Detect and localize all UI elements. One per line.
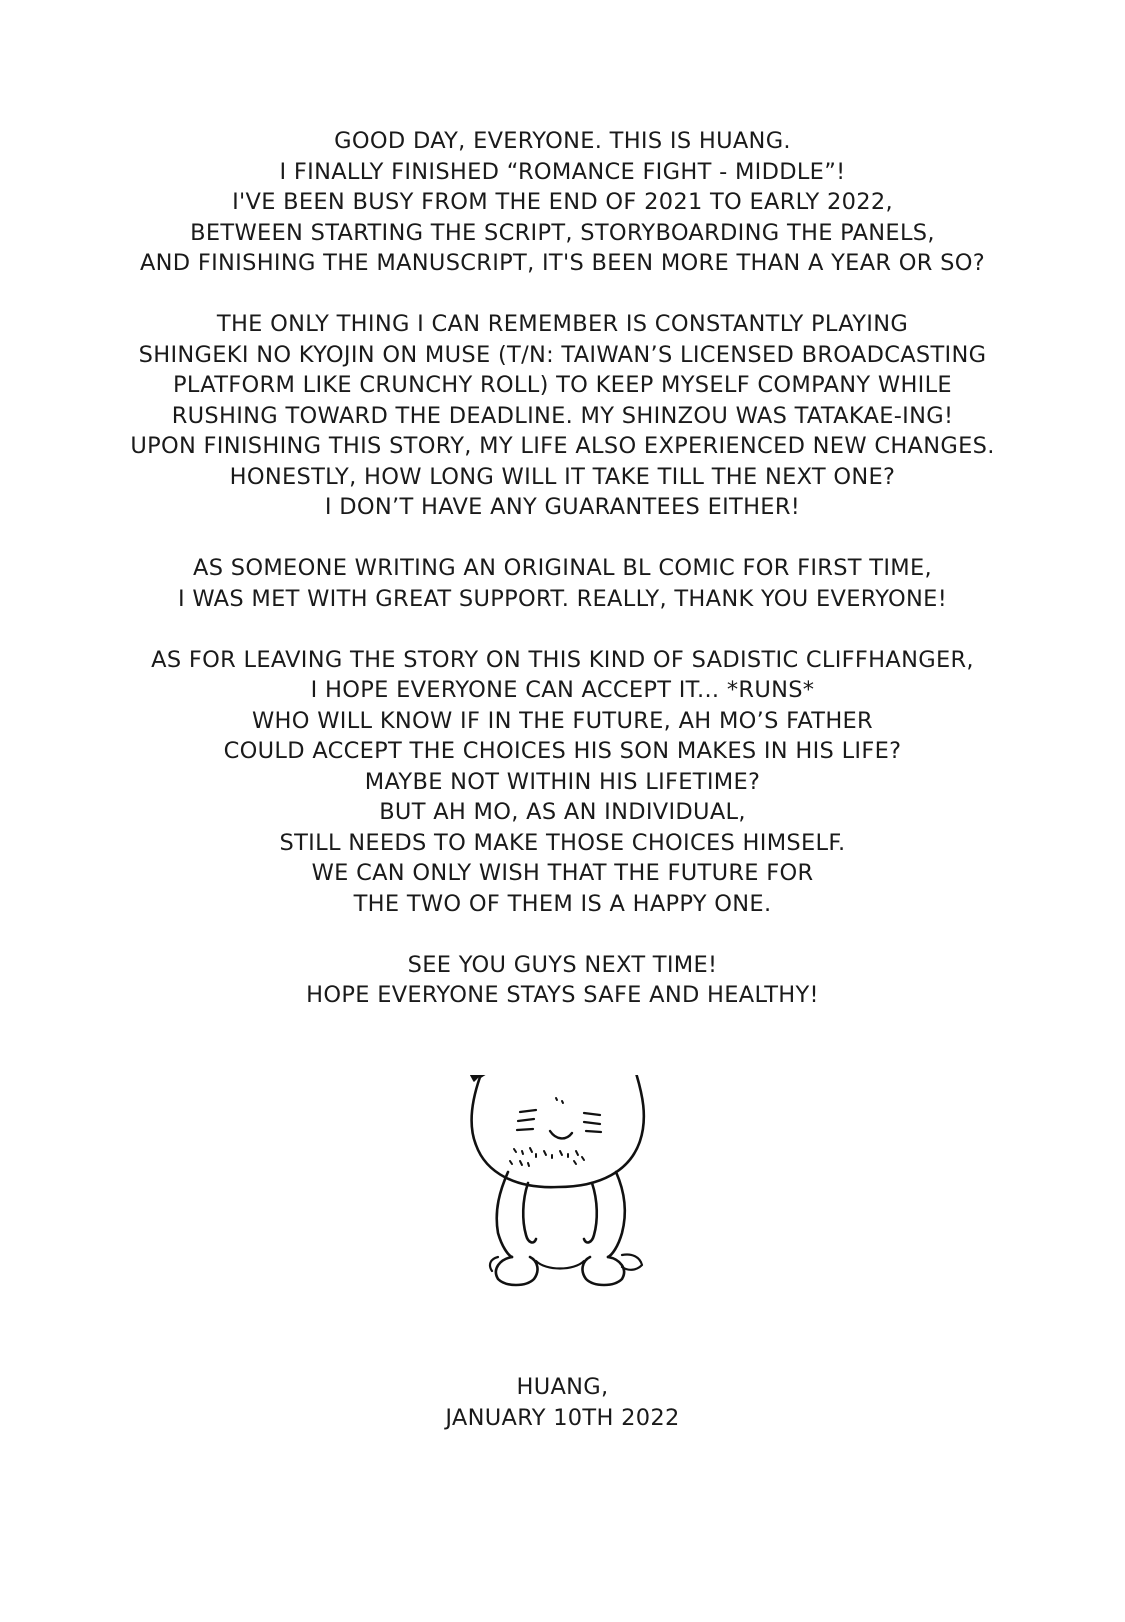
author-name: HUANG, [516,1374,609,1400]
paragraph-greeting [0,126,1125,279]
feet-middle [536,1261,584,1269]
beard-marks [510,1148,584,1166]
text-line: I HOPE EVERYONE CAN ACCEPT IT... *RUNS* [310,677,815,703]
foot-left [496,1257,538,1285]
text-line: AND FINISHING THE MANUSCRIPT, IT'S BEEN MORE THAN A YEAR OR SO? [139,250,986,276]
tail [622,1254,642,1269]
text-line: PLATFORM LIKE CRUNCHY ROLL) TO KEEP MYSELF COMPANY WHILE [173,372,952,398]
cat-mascot-icon [470,1075,690,1315]
text-line: MAYBE NOT WITHIN HIS LIFETIME? [364,768,761,795]
foot-right [583,1257,625,1285]
text-line: COULD ACCEPT THE CHOICES HIS SON MAKES IN HIS LIFE? [223,738,902,764]
text-line: AS FOR LEAVING THE STORY ON THIS KIND OF SADISTIC CLIFFHANGER, [151,646,974,673]
head-outline [472,1075,644,1187]
signoff-date: JANUARY 10TH 2022 [445,1404,680,1431]
text-line: SHINGEKI NO KYOJIN ON MUSE (T/N: TAIWAN’S LICENSED BROADCASTING [138,341,987,368]
text-line: THE TWO OF THEM IS A HAPPY ONE. [353,890,772,917]
right-eye [584,1113,601,1132]
text-line: I FINALLY FINISHED “ROMANCE FIGHT - MIDDLE”! [279,158,846,185]
left-eye [517,1110,536,1130]
body-left [497,1172,512,1257]
text-line: I WAS MET WITH GREAT SUPPORT. REALLY, THANK YOU EVERYONE! [177,585,948,612]
smile [550,1131,572,1138]
text-line: HOPE EVERYONE STAYS SAFE AND HEALTHY! [306,982,819,1008]
text-line: I'VE BEEN BUSY FROM THE END OF 2021 TO EARLY 2022, [232,189,893,215]
paragraph-cliffhanger [0,645,1125,920]
paragraph-thanks [0,553,1125,614]
text-line: WHO WILL KNOW IF IN THE FUTURE, AH MO’S FATHER [252,707,873,734]
text-line: GOOD DAY, EVERYONE. THIS IS HUANG. [334,128,791,154]
text-line: BUT AH MO, AS AN INDIVIDUAL, [379,799,746,825]
body-right [608,1172,625,1257]
arm-right [584,1183,597,1242]
text-line: STILL NEEDS TO MAKE THOSE CHOICES HIMSELF. [279,829,846,856]
forehead-marks [556,1098,563,1103]
text-line: UPON FINISHING THIS STORY, MY LIFE ALSO EXPERIENCED NEW CHANGES. [130,433,995,459]
text-line: WE CAN ONLY WISH THAT THE FUTURE FOR [311,860,814,886]
text-line: HONESTLY, HOW LONG WILL IT TAKE TILL THE NEXT ONE? [229,463,896,490]
text-line: AS SOMEONE WRITING AN ORIGINAL BL COMIC FOR FIRST TIME, [193,555,932,581]
paragraph-farewell [0,950,1125,1011]
text-line: I DON’T HAVE ANY GUARANTEES EITHER! [324,494,801,520]
text-line: BETWEEN STARTING THE SCRIPT, STORYBOARDING THE PANELS, [190,219,935,246]
text-line: THE ONLY THING I CAN REMEMBER IS CONSTANTLY PLAYING [216,311,909,337]
paragraph-memories [0,309,1125,523]
arm-left [523,1183,536,1242]
text-line: SEE YOU GUYS NEXT TIME! [407,951,718,978]
text-line: RUSHING TOWARD THE DEADLINE. MY SHINZOU WAS TATAKAE-ING! [171,402,954,429]
signoff [0,1372,1125,1433]
afterword-text [0,126,1125,1011]
